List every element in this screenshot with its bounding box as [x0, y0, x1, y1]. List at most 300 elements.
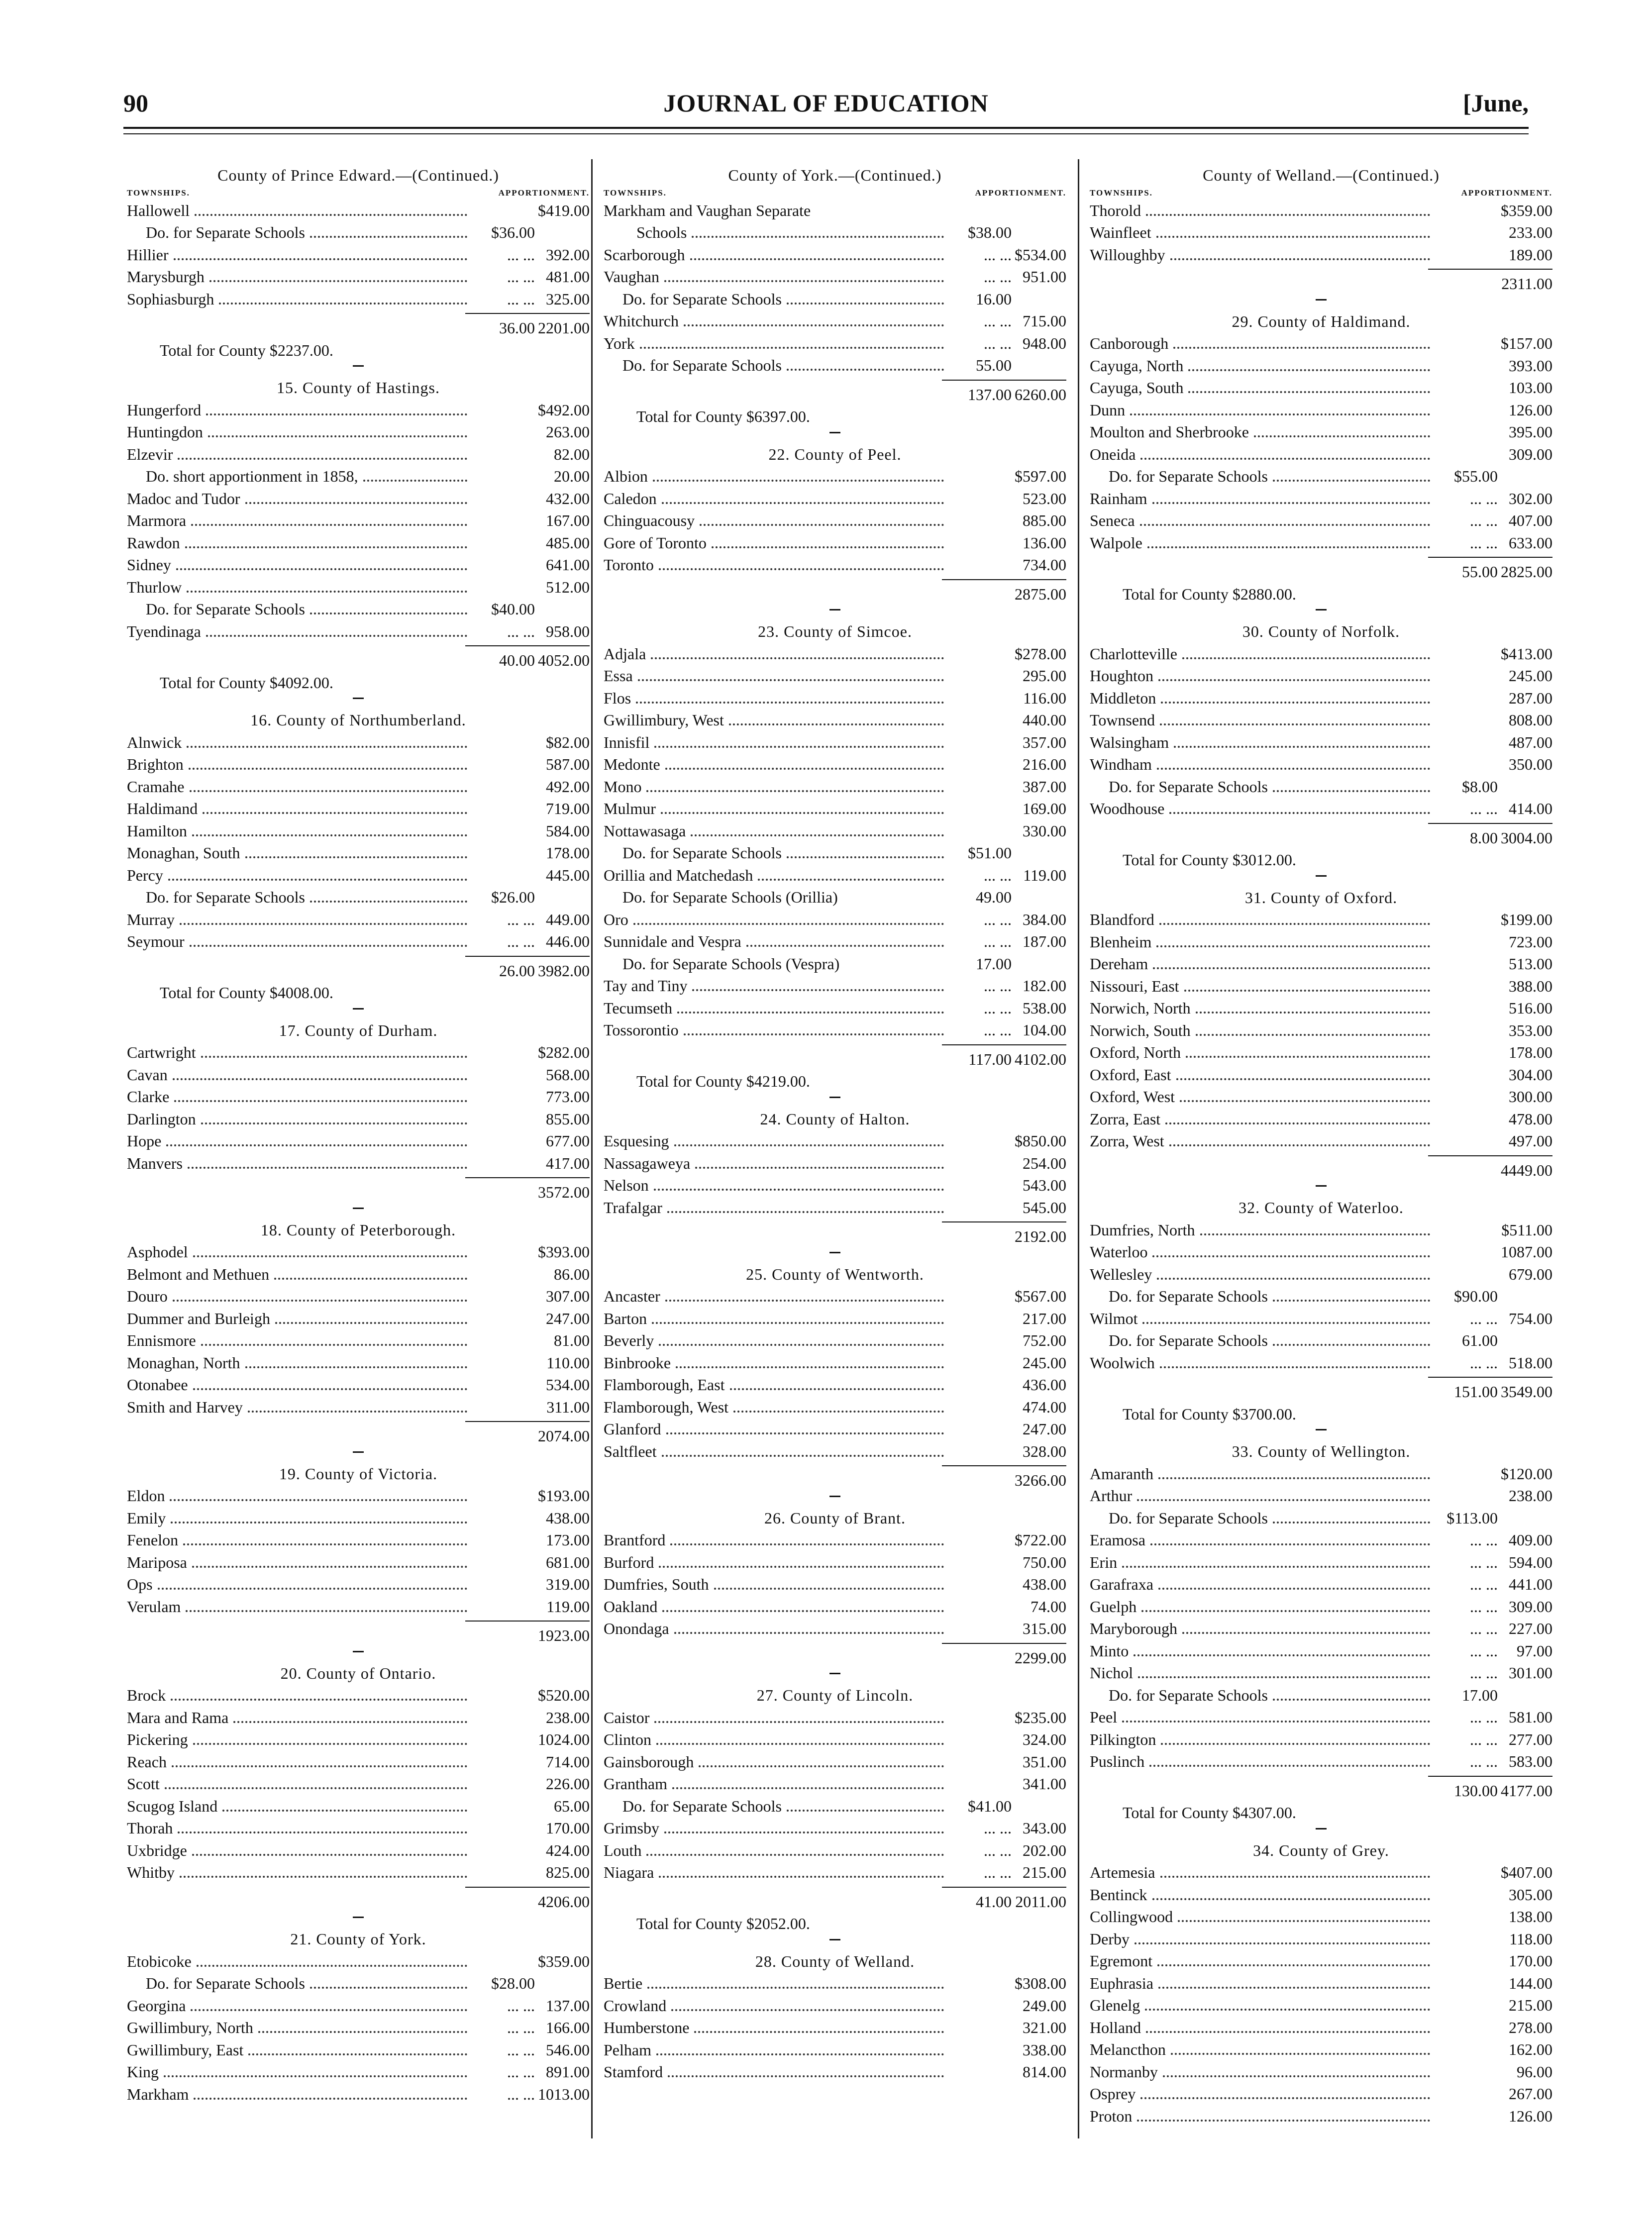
- apportionment-amount: 545.00: [1023, 1198, 1066, 1217]
- township-name: Pelham: [604, 2040, 651, 2059]
- table-row: [1090, 1884, 1552, 1906]
- table-row: [1090, 1507, 1552, 1529]
- dot-leader: [676, 1366, 944, 1368]
- table-row: [1090, 1463, 1552, 1485]
- township-name: Collingwood: [1090, 1908, 1173, 1926]
- township-name: Osprey: [1090, 2085, 1136, 2103]
- dot-leader: [659, 1344, 944, 1346]
- dot-leader: [190, 945, 467, 947]
- apportionment-amount: 126.00: [1509, 401, 1552, 419]
- column-3: [1090, 164, 1552, 2127]
- dot-leader: [1153, 967, 1430, 969]
- dot-leader: [258, 2031, 467, 2033]
- column-header-apportionment: APPORTIONMENT.: [975, 188, 1066, 198]
- header-rule: [123, 127, 1529, 129]
- separate-school-amount: ... ...: [507, 932, 535, 950]
- separate-school-amount: $40.00: [491, 600, 535, 618]
- township-name: Dummer and Burleigh: [127, 1309, 270, 1327]
- total-rule: [1428, 269, 1552, 273]
- table-row: [1090, 1041, 1552, 1064]
- table-row: [604, 2061, 1066, 2083]
- township-name: Nelson: [604, 1176, 649, 1194]
- county-total: Total for County $2880.00.: [1123, 585, 1296, 603]
- table-row: [604, 1707, 1066, 1729]
- township-name: Oro: [604, 910, 628, 928]
- dot-leader: [677, 1012, 944, 1014]
- table-row: [1090, 488, 1552, 510]
- apportionment-total: 1923.00: [538, 1626, 590, 1644]
- table-row: [127, 776, 590, 798]
- table-row: [604, 1995, 1066, 2017]
- apportionment-amount: 388.00: [1509, 977, 1552, 995]
- apportionment-total: 4206.00: [538, 1892, 590, 1911]
- dot-leader: [638, 679, 944, 681]
- township-name: Seneca: [1090, 511, 1135, 529]
- apportionment-amount: 432.00: [546, 489, 590, 508]
- apportionment-amount: 487.00: [1509, 733, 1552, 751]
- county-heading: 15. County of Hastings.: [277, 379, 440, 397]
- dot-leader: [672, 1787, 944, 1789]
- apportionment-amount: 245.00: [1509, 667, 1552, 685]
- separate-school-total: 36.00: [499, 319, 535, 337]
- dot-leader: [1169, 812, 1430, 814]
- table-row: [127, 200, 590, 222]
- apportionment-amount: 169.00: [1023, 800, 1066, 817]
- township-name: Cramahe: [127, 777, 185, 796]
- apportionment-amount: 324.00: [1023, 1730, 1066, 1748]
- dot-leader: [191, 2009, 467, 2011]
- table-row: [604, 1596, 1066, 1618]
- township-name: Esquesing: [604, 1132, 669, 1150]
- township-name: Darlington: [127, 1110, 196, 1128]
- apportionment-amount: $82.00: [546, 733, 590, 751]
- county-heading: 31. County of Oxford.: [1244, 888, 1398, 907]
- total-rule: [942, 1465, 1066, 1469]
- apportionment-amount: 449.00: [546, 910, 590, 928]
- apportionment-amount: 97.00: [1517, 1641, 1552, 1660]
- dot-leader: [363, 480, 467, 482]
- township-name: Scarborough: [604, 245, 685, 264]
- township-name: Scott: [127, 1775, 160, 1793]
- county-heading: 21. County of York.: [290, 1930, 426, 1948]
- township-name: Do. for Separate Schools: [146, 888, 305, 906]
- township-name: Do. for Separate Schools: [622, 356, 782, 374]
- dot-leader: [1188, 369, 1430, 371]
- table-row: [604, 532, 1066, 554]
- separate-school-total: [472, 1891, 535, 1913]
- table-row: [604, 1972, 1066, 1995]
- separate-school-total: [949, 1469, 1012, 1492]
- apportionment-amount: $597.00: [1015, 467, 1066, 485]
- apportionment-amount: 170.00: [1509, 1952, 1552, 1970]
- township-name: Middleton: [1090, 689, 1156, 707]
- dot-leader: [1169, 1144, 1430, 1146]
- section-separator: [1316, 875, 1327, 877]
- dot-leader: [201, 1056, 467, 1058]
- table-row: [127, 576, 590, 599]
- apportionment-amount: 305.00: [1509, 1885, 1552, 1904]
- township-name: Marmora: [127, 511, 187, 529]
- column-header: [1090, 187, 1552, 200]
- apportionment-amount: $157.00: [1501, 334, 1552, 352]
- dot-leader: [1146, 214, 1430, 216]
- township-name: Gainsborough: [604, 1752, 694, 1771]
- dot-leader: [206, 635, 467, 637]
- dot-leader: [186, 1610, 467, 1612]
- table-row: [604, 842, 1066, 864]
- apportionment-amount: $722.00: [1015, 1531, 1066, 1549]
- dot-leader: [1161, 702, 1430, 704]
- dot-leader: [1142, 1322, 1430, 1324]
- apportionment-amount: 825.00: [546, 1863, 590, 1881]
- table-row: [1090, 1994, 1552, 2017]
- county-total: Total for County $3700.00.: [1123, 1405, 1296, 1423]
- township-name: Hamilton: [127, 821, 187, 840]
- dot-leader: [652, 1322, 944, 1324]
- township-name: Do. for Separate Schools (Orillia): [622, 888, 838, 906]
- column-totals: [127, 960, 590, 982]
- table-row: [604, 1352, 1066, 1374]
- apportionment-amount: 958.00: [546, 622, 590, 640]
- apportionment-amount: $419.00: [538, 201, 590, 219]
- township-name: Do. for Separate Schools: [1109, 1287, 1268, 1305]
- apportionment-amount: 126.00: [1509, 2107, 1552, 2125]
- apportionment-amount: 238.00: [546, 1708, 590, 1726]
- total-rule: [465, 1177, 590, 1181]
- township-name: Louth: [604, 1841, 642, 1859]
- apportionment-amount: 440.00: [1023, 711, 1066, 729]
- dot-leader: [193, 1743, 467, 1745]
- dot-leader: [192, 1566, 467, 1568]
- apportionment-amount: 189.00: [1509, 245, 1552, 264]
- separate-school-amount: ... ...: [507, 2040, 535, 2059]
- table-row: [1090, 953, 1552, 975]
- table-row: [127, 399, 590, 421]
- apportionment-amount: 518.00: [1509, 1353, 1552, 1372]
- dot-leader: [1158, 1987, 1430, 1989]
- township-name: Gwillimbury, North: [127, 2019, 253, 2036]
- dot-leader: [310, 236, 467, 238]
- apportionment-total: 3004.00: [1501, 828, 1552, 847]
- dot-leader: [1159, 923, 1430, 925]
- table-row: [604, 1174, 1066, 1197]
- table-row: [604, 1773, 1066, 1795]
- dot-leader: [1160, 1876, 1431, 1878]
- township-name: Oxford, East: [1090, 1065, 1171, 1084]
- separate-school-amount: ... ...: [1470, 1664, 1498, 1682]
- apportionment-amount: 119.00: [546, 1597, 590, 1616]
- dot-leader: [1130, 413, 1430, 415]
- table-row: [1090, 465, 1552, 488]
- apportionment-amount: $193.00: [538, 1487, 590, 1505]
- dot-leader: [1180, 1100, 1430, 1102]
- township-name: Proton: [1090, 2107, 1133, 2125]
- separate-school-amount: ... ...: [507, 910, 535, 928]
- dot-leader: [1170, 258, 1430, 260]
- table-row: [127, 1064, 590, 1086]
- table-row: [127, 509, 590, 532]
- column-totals: [1090, 1780, 1552, 1802]
- township-name: Pickering: [127, 1730, 188, 1748]
- township-name: Brock: [127, 1686, 166, 1704]
- township-name: Mara and Rama: [127, 1708, 229, 1726]
- township-name: Markham: [127, 2085, 189, 2103]
- dot-leader: [1188, 391, 1430, 393]
- apportionment-amount: $567.00: [1015, 1287, 1066, 1305]
- dot-leader: [180, 923, 467, 925]
- table-row: [604, 975, 1066, 997]
- county-heading: 24. County of Halton.: [760, 1110, 910, 1128]
- dot-leader: [694, 2031, 944, 2033]
- column-divider: [1078, 159, 1079, 2138]
- apportionment-amount: 814.00: [1023, 2063, 1066, 2081]
- township-name: Peel: [1090, 1708, 1118, 1726]
- separate-school-amount: ... ...: [984, 977, 1012, 995]
- separate-school-amount: ... ...: [507, 1996, 535, 2015]
- separate-school-amount: $41.00: [968, 1797, 1012, 1815]
- table-row: [1090, 753, 1552, 776]
- apportionment-amount: 633.00: [1509, 533, 1552, 552]
- apportionment-amount: 754.00: [1509, 1309, 1552, 1327]
- total-rule: [465, 1621, 590, 1624]
- table-row: [604, 930, 1066, 953]
- table-row: [127, 221, 590, 244]
- apportionment-amount: 249.00: [1023, 1996, 1066, 2015]
- dot-leader: [1137, 2120, 1430, 2122]
- separate-school-amount: $26.00: [491, 888, 535, 906]
- township-name: Grantham: [604, 1775, 667, 1793]
- apportionment-amount: 277.00: [1509, 1730, 1552, 1748]
- township-name: Blandford: [1090, 911, 1154, 928]
- township-name: Dumfries, South: [604, 1575, 709, 1593]
- table-row: [127, 554, 590, 576]
- dot-leader: [746, 945, 944, 947]
- table-row: [604, 1019, 1066, 1041]
- apportionment-amount: 485.00: [546, 533, 590, 552]
- township-name: Ennismore: [127, 1331, 196, 1349]
- township-name: Madoc and Tudor: [127, 489, 240, 508]
- table-row: [1090, 1551, 1552, 1574]
- township-name: Crowland: [604, 1996, 667, 2015]
- dot-leader: [206, 413, 467, 415]
- table-row: [1090, 2105, 1552, 2128]
- dot-leader: [1134, 1654, 1430, 1656]
- township-name: Eldon: [127, 1487, 165, 1505]
- dot-leader: [1145, 2009, 1430, 2011]
- table-row: [127, 1861, 590, 1884]
- table-row: [127, 1684, 590, 1707]
- apportionment-amount: $278.00: [1015, 644, 1066, 663]
- apportionment-amount: 315.00: [1023, 1620, 1066, 1637]
- township-name: Garafraxa: [1090, 1575, 1153, 1593]
- separate-school-total: 41.00: [976, 1892, 1012, 1911]
- township-name: Percy: [127, 866, 163, 884]
- dot-leader: [191, 524, 467, 526]
- township-name: Chinguacousy: [604, 511, 695, 529]
- apportionment-amount: 438.00: [546, 1509, 590, 1527]
- apportionment-amount: 307.00: [546, 1287, 590, 1305]
- table-row: [1090, 1108, 1552, 1130]
- table-row: [1090, 665, 1552, 687]
- township-name: Scugog Island: [127, 1797, 218, 1815]
- table-row: [1090, 2083, 1552, 2105]
- county-heading: 27. County of Lincoln.: [756, 1686, 914, 1704]
- table-row: [1090, 1263, 1552, 1286]
- total-rule: [465, 313, 590, 317]
- apportionment-amount: 543.00: [1023, 1176, 1066, 1194]
- section-separator: [1316, 1429, 1327, 1430]
- apportionment-amount: 948.00: [1023, 334, 1066, 352]
- apportionment-amount: 723.00: [1509, 932, 1552, 951]
- apportionment-amount: 116.00: [1023, 689, 1066, 707]
- table-row: [127, 930, 590, 953]
- separate-school-amount: 49.00: [976, 888, 1012, 906]
- township-name: Walsingham: [1090, 733, 1169, 751]
- apportionment-amount: 587.00: [546, 755, 590, 773]
- township-name: Arthur: [1090, 1487, 1133, 1505]
- apportionment-amount: 581.00: [1509, 1708, 1552, 1726]
- dot-leader: [636, 702, 944, 704]
- dot-leader: [171, 1522, 467, 1523]
- table-row: [604, 997, 1066, 1019]
- table-row: [127, 1285, 590, 1308]
- apportionment-amount: $413.00: [1501, 644, 1552, 663]
- apportionment-amount: $235.00: [1015, 1708, 1066, 1726]
- dot-leader: [158, 1588, 467, 1590]
- apportionment-amount: 65.00: [554, 1797, 590, 1815]
- table-row: [1090, 443, 1552, 466]
- apportionment-amount: 752.00: [1023, 1331, 1066, 1349]
- separate-school-amount: ... ...: [507, 268, 535, 286]
- dot-leader: [654, 1189, 944, 1191]
- apportionment-amount: 20.00: [554, 467, 590, 485]
- dot-leader: [730, 1388, 944, 1390]
- table-row: [604, 709, 1066, 731]
- township-name: Gwillimbury, East: [127, 2040, 244, 2059]
- table-row: [127, 620, 590, 643]
- dot-leader: [166, 1144, 467, 1146]
- dot-leader: [195, 214, 467, 216]
- separate-school-total: 151.00: [1454, 1383, 1498, 1401]
- dot-leader: [633, 923, 944, 925]
- township-name: Do. short apportionment in 1858,: [146, 467, 358, 485]
- column-totals: [1090, 827, 1552, 849]
- dot-leader: [233, 1721, 467, 1723]
- dot-leader: [219, 303, 467, 304]
- township-name: Do. for Separate Schools: [1109, 1686, 1268, 1704]
- dot-leader: [1149, 1765, 1430, 1767]
- separate-school-amount: ... ...: [1470, 1708, 1498, 1726]
- table-row: [1090, 532, 1552, 554]
- column-totals: [604, 384, 1066, 406]
- township-name: Dereham: [1090, 955, 1148, 973]
- apportionment-amount: 263.00: [546, 423, 590, 441]
- township-name: Norwich, South: [1090, 1021, 1191, 1039]
- section-separator: [353, 1208, 364, 1209]
- separate-school-amount: ... ...: [507, 245, 535, 264]
- table-row: [604, 1795, 1066, 1818]
- township-name: Do. for Separate Schools: [1109, 1509, 1268, 1527]
- total-rule: [465, 1421, 590, 1425]
- column-totals: [127, 317, 590, 339]
- dot-leader: [712, 546, 944, 548]
- table-row: [604, 1440, 1066, 1463]
- apportionment-amount: 96.00: [1517, 2062, 1552, 2081]
- township-name: Do. for Separate Schools: [1109, 1331, 1268, 1349]
- table-row: [127, 1995, 590, 2017]
- township-name: Eramosa: [1090, 1531, 1145, 1549]
- table-row: [604, 1728, 1066, 1751]
- apportionment-total: 4177.00: [1501, 1781, 1552, 1800]
- apportionment-amount: 1024.00: [538, 1730, 590, 1748]
- dot-leader: [714, 1588, 944, 1590]
- table-row: [127, 2039, 590, 2061]
- dot-leader: [248, 1411, 467, 1413]
- apportionment-amount: 497.00: [1509, 1132, 1552, 1150]
- apportionment-amount: 343.00: [1023, 1819, 1066, 1837]
- dot-leader: [274, 1278, 467, 1280]
- dot-leader: [787, 856, 944, 858]
- table-row: [604, 1839, 1066, 1862]
- township-name: Burford: [604, 1553, 654, 1571]
- table-row: [1090, 1750, 1552, 1773]
- township-name: Flos: [604, 689, 631, 707]
- dot-leader: [192, 1854, 467, 1856]
- apportionment-amount: 715.00: [1023, 312, 1066, 330]
- township-name: Tossorontio: [604, 1021, 679, 1039]
- separate-school-amount: ... ...: [1470, 1531, 1498, 1549]
- apportionment-amount: 568.00: [546, 1065, 590, 1084]
- township-name: Markham and Vaughan Separate: [604, 201, 811, 219]
- table-row: [604, 554, 1066, 576]
- township-name: Willoughby: [1090, 245, 1165, 264]
- township-name: Hallowell: [127, 201, 190, 219]
- separate-school-amount: $113.00: [1446, 1509, 1498, 1527]
- dot-leader: [174, 258, 467, 260]
- apportionment-total: 2201.00: [538, 319, 590, 337]
- table-row: [1090, 776, 1552, 798]
- apportionment-amount: $407.00: [1501, 1863, 1552, 1881]
- county-heading: 16. County of Northumberland.: [250, 711, 466, 729]
- header-rule-thin: [123, 133, 1529, 134]
- dot-leader: [699, 1765, 944, 1767]
- dot-leader: [662, 1610, 944, 1612]
- dot-leader: [1182, 657, 1430, 659]
- dot-leader: [310, 1987, 467, 1989]
- apportionment-amount: 215.00: [1509, 1996, 1552, 2014]
- apportionment-amount: 583.00: [1509, 1752, 1552, 1770]
- column-header-townships: TOWNSHIPS.: [127, 188, 190, 198]
- dot-leader: [1176, 1078, 1430, 1080]
- apportionment-total: 2825.00: [1501, 563, 1552, 581]
- township-name: Norwich, North: [1090, 999, 1191, 1017]
- separate-school-amount: ... ...: [1470, 1752, 1498, 1770]
- apportionment-amount: 351.00: [1023, 1752, 1066, 1771]
- table-row: [127, 1795, 590, 1818]
- separate-school-amount: ... ...: [507, 290, 535, 308]
- township-name: Waterloo: [1090, 1243, 1148, 1261]
- column-totals: [1090, 561, 1552, 583]
- separate-school-amount: ... ...: [984, 1021, 1012, 1039]
- dot-leader: [691, 834, 944, 836]
- separate-school-amount: ... ...: [1470, 1575, 1498, 1593]
- dot-leader: [193, 1388, 467, 1390]
- dot-leader: [173, 1078, 467, 1080]
- dot-leader: [1196, 1012, 1430, 1014]
- table-row: [1090, 1285, 1552, 1308]
- township-name: Cartwright: [127, 1043, 196, 1061]
- apportionment-amount: 341.00: [1023, 1775, 1066, 1793]
